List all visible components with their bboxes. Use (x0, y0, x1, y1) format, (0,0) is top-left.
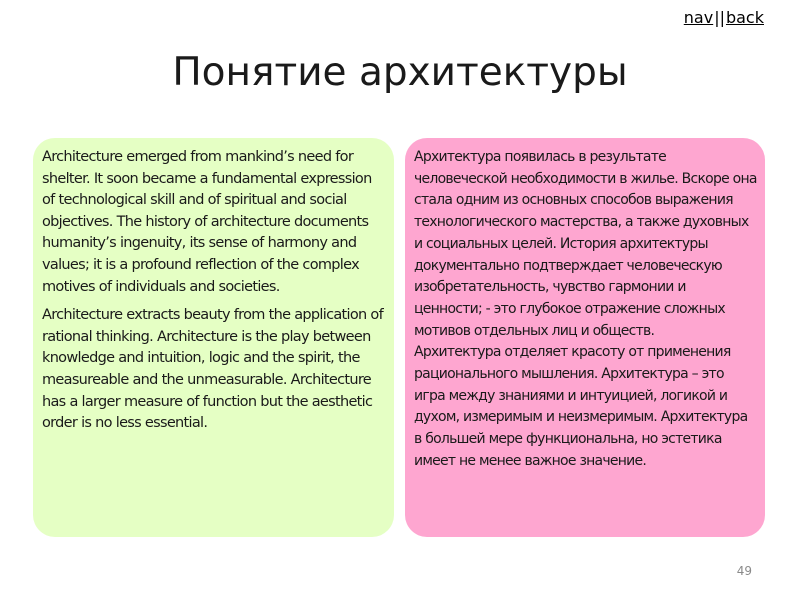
english-paragraph-2: Architecture extracts beauty from the application of rational thinking. Architecture is the play between knowledge and intuition, logic and the spirit, the measureable and the unmeasurable. Architecture has a larger measure of function but the aesthetic order is no less essential. (42, 307, 383, 432)
nav-separator: || (714, 8, 725, 27)
russian-paragraph-2: Архитектура отделяет красоту от применения рационального мышления. Архитектура – это игра между знаниями и интуицией, логикой и духом, измеримым и неизмеримым. Архитектура в большей мере функциональна, но эстетика имеет не менее важное значение. (414, 344, 748, 469)
english-paragraph-1: Architecture emerged from mankind’s need for shelter. It soon became a fundamental expression of technological skill and of spiritual and social objectives. The history of architecture documents humanity’s ingenuity, its sense of harmony and values; it is a profound reflection of the complex motives of individuals and societies. (42, 149, 372, 295)
page-number: 49 (736, 564, 752, 578)
russian-text-panel (405, 138, 765, 537)
english-text-panel (33, 138, 394, 537)
nav-link[interactable]: nav (683, 8, 714, 27)
back-link[interactable]: back (725, 8, 764, 27)
russian-paragraph-1: Архитектура появилась в результате человеческой необходимости в жилье. Вскоре она стала одним из основных способов выражения технологического мастерства, а также духовных и социальных целей. История архитектуры документально подтверждает человеческую изобретательность, чувство гармонии и ценности; - это глубокое отражение сложных мотивов отдельных лиц и обществ. (414, 149, 757, 339)
slide-title: Понятие архитектуры (172, 50, 628, 95)
nav-links (684, 8, 764, 27)
